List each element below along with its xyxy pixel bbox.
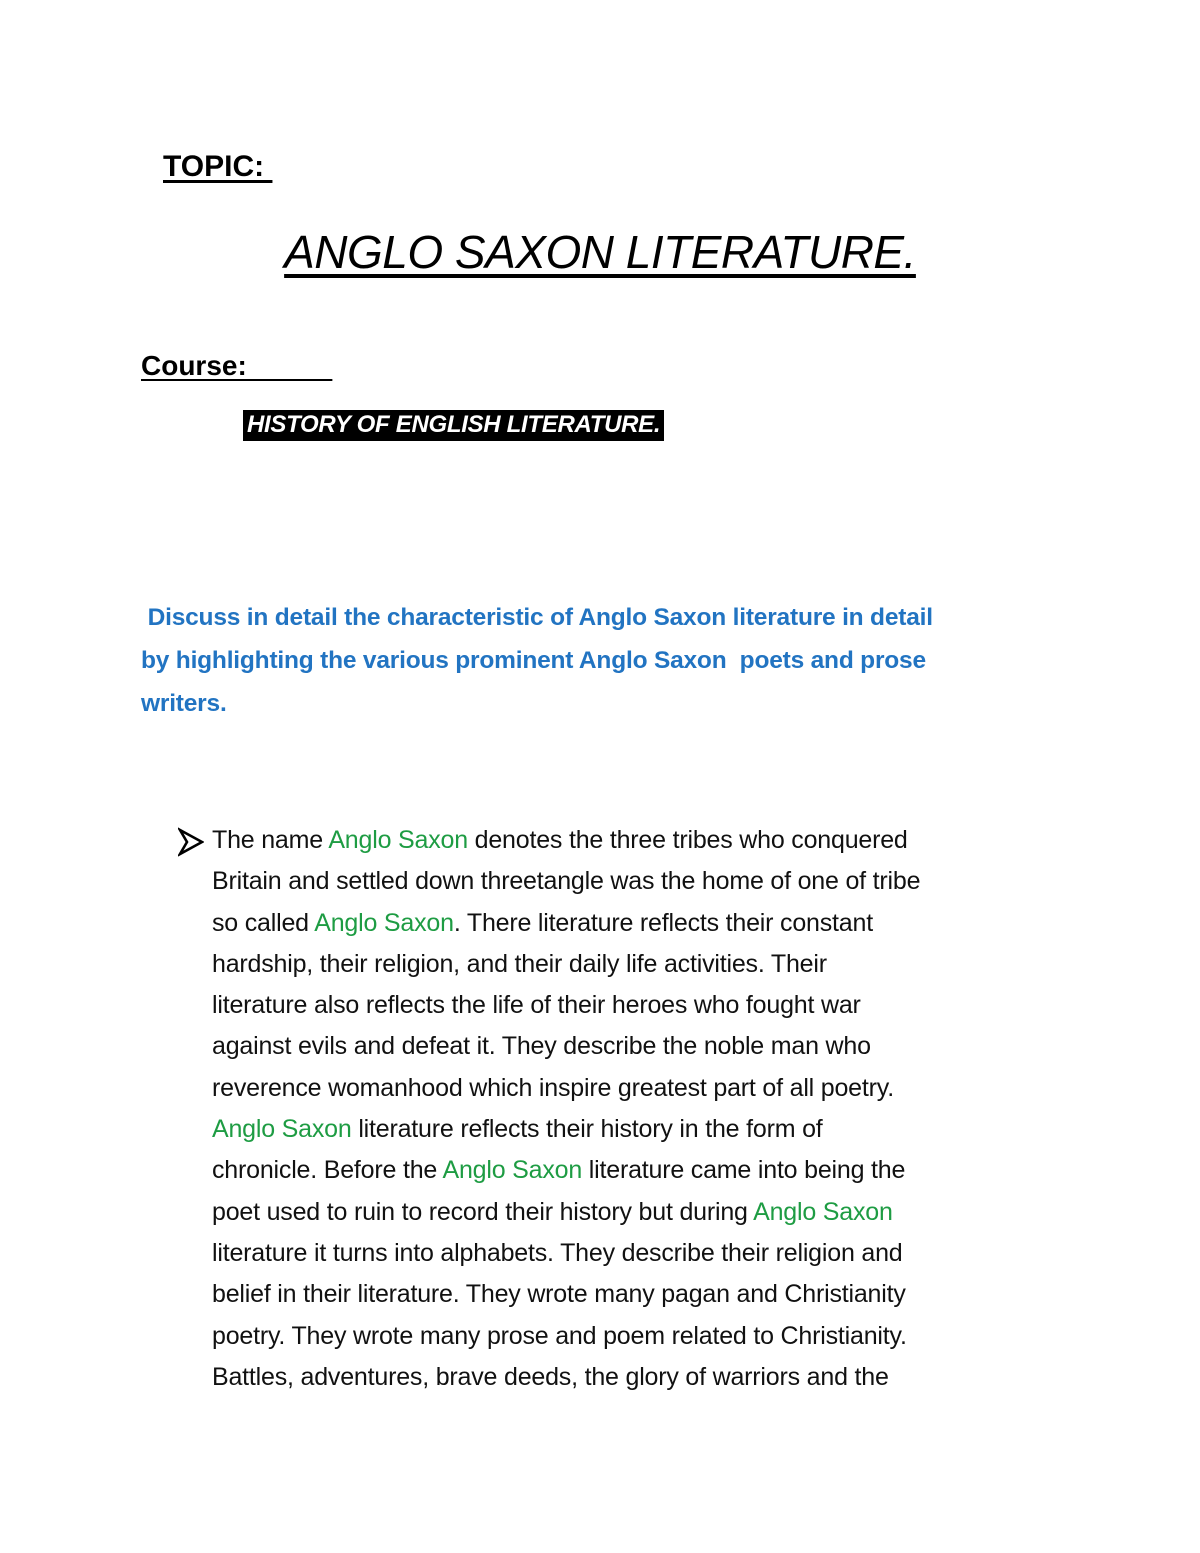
arrowhead-bullet-icon — [178, 827, 204, 857]
text-segment: . There literature reflects their constant — [453, 908, 873, 937]
question-line: by highlighting the various prominent Anglo Saxon poets and prose — [141, 647, 926, 674]
paragraph-line — [212, 1109, 1072, 1150]
text-segment: Britain and settled down threetangle was the home of one of tribe — [212, 867, 921, 896]
highlighted-term: Anglo Saxon — [753, 1197, 893, 1226]
paragraph-line — [212, 820, 1072, 861]
paragraph-line — [212, 944, 1072, 985]
highlighted-term: Anglo Saxon — [442, 1156, 583, 1185]
paragraph-line — [212, 1192, 1072, 1233]
question-line: writers. — [141, 690, 227, 717]
paragraph-line — [212, 1316, 1072, 1357]
text-segment: literature it turns into alphabets. They describe their religion and — [212, 1238, 903, 1267]
paragraph-line — [212, 1026, 1072, 1067]
paragraph-line — [212, 1274, 1072, 1315]
course-label: Course: — [141, 350, 333, 381]
text-segment: literature came into being the — [582, 1156, 906, 1185]
text-segment: denotes the three tribes who conquered — [467, 826, 908, 854]
text-segment: hardship, their religion, and their daily life activities. Their — [212, 949, 827, 978]
text-segment: Battles, adventures, brave deeds, the glory of warriors and the — [212, 1362, 889, 1391]
paragraph-line — [212, 1150, 1072, 1191]
bullet-paragraph — [212, 820, 1072, 1398]
text-segment: literature reflects their history in the form of — [351, 1115, 823, 1144]
paragraph-line — [212, 1357, 1072, 1398]
highlighted-term: Anglo Saxon — [314, 908, 454, 937]
text-segment: poet used to ruin to record their history but during — [212, 1197, 754, 1226]
paragraph-line — [212, 861, 1072, 902]
text-segment: so called — [212, 908, 315, 937]
text-segment: The name — [212, 826, 329, 854]
paragraph-line — [212, 1233, 1072, 1274]
text-segment: poetry. They wrote many prose and poem related to Christianity. — [212, 1321, 907, 1350]
topic-label: TOPIC: — [163, 150, 273, 183]
paragraph-line — [212, 985, 1072, 1026]
paragraph-line — [212, 903, 1072, 944]
text-segment: chronicle. Before the — [212, 1156, 443, 1185]
highlighted-term: Anglo Saxon — [328, 826, 468, 854]
text-segment: belief in their literature. They wrote many pagan and Christianity — [212, 1280, 906, 1309]
question-line: Discuss in detail the characteristic of Anglo Saxon literature in detail — [141, 604, 933, 631]
page-title: ANGLO SAXON LITERATURE. — [284, 226, 916, 278]
question-prompt — [141, 596, 1041, 725]
highlighted-term: Anglo Saxon — [212, 1115, 352, 1144]
text-segment: against evils and defeat it. They describe the noble man who — [212, 1032, 871, 1061]
text-segment: literature also reflects the life of their heroes who fought war — [212, 991, 861, 1020]
text-segment: reverence womanhood which inspire greatest part of all poetry. — [212, 1073, 894, 1102]
course-value: HISTORY OF ENGLISH LITERATURE. — [243, 410, 664, 441]
paragraph-line — [212, 1068, 1072, 1109]
